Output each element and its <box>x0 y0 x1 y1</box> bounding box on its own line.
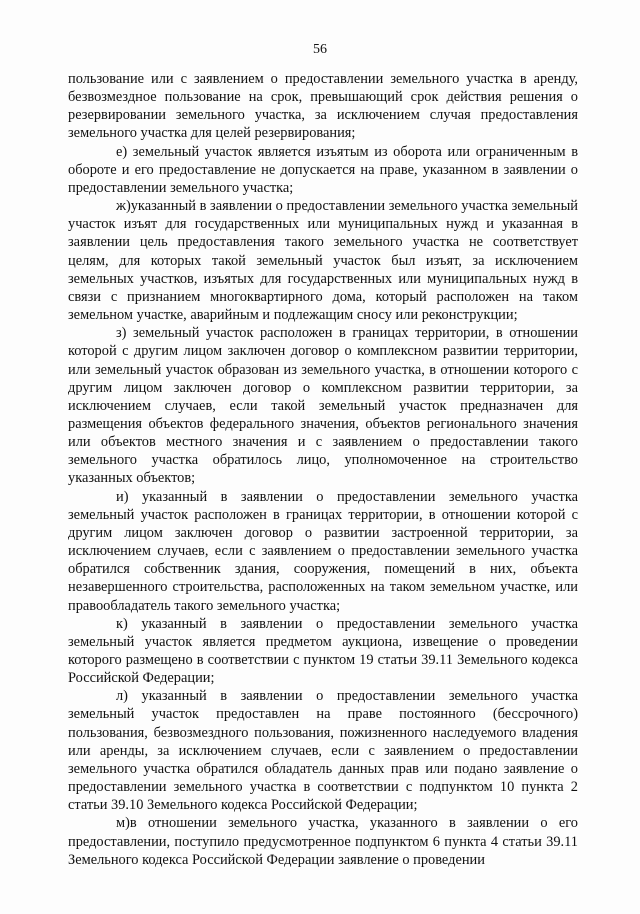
page-number: 56 <box>313 42 327 57</box>
paragraph-item-l: л) указанный в заявлении о предоставлении земельного участка земельный участок предоставлен на праве постоянного (бессрочного) пользования, безвозмездного пользования, пожизненного наследуемого владения или аренды, за исключением случаев, если с заявлением о предоставлении земельного участка обратился обладатель данных прав или подано заявление о предоставлении земельного участка в соответствии с подпунктом 10 пункта 2 статьи 39.10 Земельного кодекса Российской Федерации; <box>68 688 578 814</box>
document-body <box>68 70 578 869</box>
paragraph-item-z: з) земельный участок расположен в границах территории, в отношении которой с другим лицом заключен договор о комплексном развитии территории, или земельный участок образован из земельного участка, в отношении которого с другим лицом заключен договор о комплексном развитии территории, за исключением случаев, если такой земельный участок предназначен для размещения объектов федерального значения, объектов регионального значения или объектов местного значения и с заявлением о предоставлении такого земельного участка обратилось лицо, уполномоченное на строительство указанных объектов; <box>68 325 578 487</box>
paragraph-item-i: и) указанный в заявлении о предоставлении земельного участка земельный участок расположен в границах территории, в отношении которой с другим лицом заключен договор о развитии застроенной территории, за исключением случаев, если с заявлением о предоставлении земельного участка обратился собственник здания, сооружения, помещений в них, объекта незавершенного строительства, расположенных на таком земельном участке, или правообладатель такого земельного участка; <box>68 488 578 614</box>
paragraph-item-m: м)в отношении земельного участка, указанного в заявлении о его предоставлении, поступило предусмотренное подпунктом 6 пункта 4 статьи 39.11 Земельного кодекса Российской Федерации заявление о проведении <box>68 815 578 868</box>
paragraph-item-k: к) указанный в заявлении о предоставлении земельного участка земельный участок является предметом аукциона, извещение о проведении которого размещено в соответствии с пунктом 19 статьи 39.11 Земельного кодекса Российской Федерации; <box>68 615 578 687</box>
paragraph-item-zh: ж)указанный в заявлении о предоставлении земельного участка земельный участок изъят для государственных или муниципальных нужд и указанная в заявлении цель предоставления такого земельного участка не соответствует целям, для которых такой земельный участок был изъят, за исключением земельных участков, изъятых для государственных или муниципальных нужд в связи с признанием многоквартирного дома, который расположен на таком земельном участке, аварийным и подлежащим сносу или реконструкции; <box>68 198 578 324</box>
paragraph-continuation: пользование или с заявлением о предоставлении земельного участка в аренду, безвозмездное пользование на срок, превышающий срок действия решения о резервировании земельного участка, за исключением случая предоставления земельного участка для целей резервирования; <box>68 71 578 142</box>
paragraph-item-e: е) земельный участок является изъятым из оборота или ограниченным в обороте и его предоставление не допускается на праве, указанном в заявлении о предоставлении земельного участка; <box>68 143 578 196</box>
